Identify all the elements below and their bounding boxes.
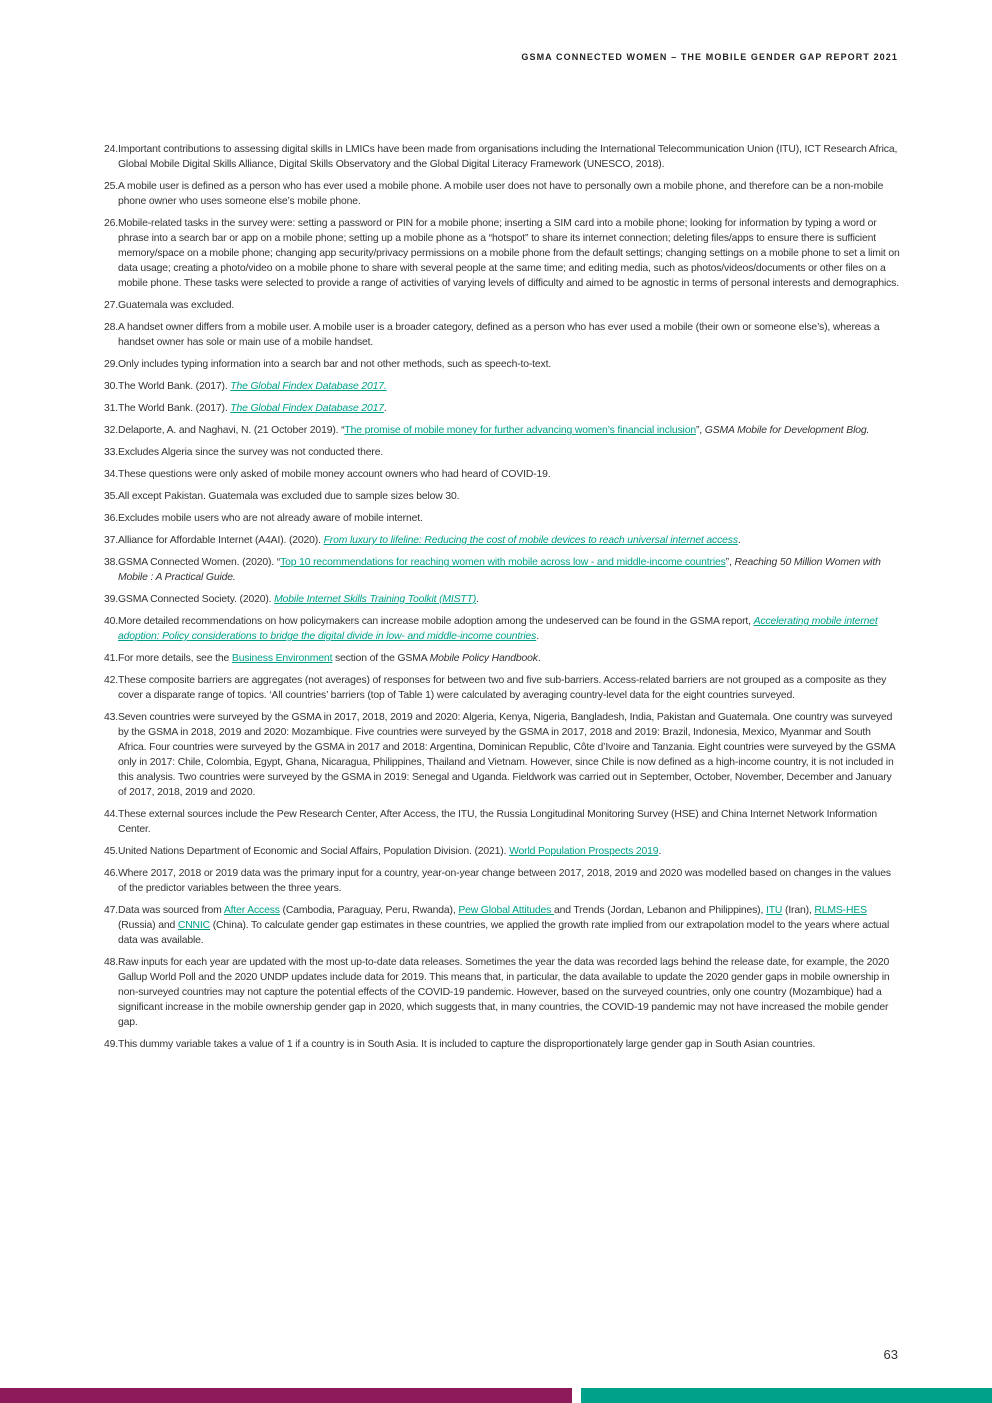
endnote-text: [118, 844, 900, 859]
endnote-number: 39.: [104, 594, 118, 605]
endnote: [90, 423, 900, 438]
endnote-text: [118, 467, 900, 482]
text-segment: This dummy variable takes a value of 1 if a country is in South Asia. It is included to capture the disproportionately large gender gap in South Asian countries.: [118, 1039, 816, 1050]
endnote-number: 45.: [104, 846, 118, 857]
endnote: [90, 179, 900, 209]
endnote-number: 38.: [104, 557, 118, 568]
endnote-text: [118, 592, 900, 607]
endnote-text: [118, 320, 900, 350]
text-segment: United Nations Department of Economic and Social Affairs, Population Division. (2021).: [118, 846, 510, 857]
reference-link[interactable]: The promise of mobile money for further advancing women’s financial inclusion: [344, 425, 696, 436]
text-segment: Only includes typing information into a search bar and not other methods, such as speech-to-text.: [118, 359, 552, 370]
reference-link[interactable]: World Population Prospects 2019: [509, 846, 659, 857]
endnote-text: [118, 710, 900, 800]
text-segment: section of the GSMA: [332, 653, 430, 664]
endnote: [90, 807, 900, 837]
text-segment: Excludes Algeria since the survey was not conducted there.: [118, 447, 384, 458]
reference-link[interactable]: Accelerating mobile internet adoption: Policy considerations to bridge the digital divide in low- and middle-income countries: [118, 616, 878, 642]
endnote: [90, 489, 900, 504]
text-segment: A mobile user is defined as a person who has ever used a mobile phone. A mobile user does not have to personally own a mobile phone, and therefore can be a non-mobile phone owner who uses someone else’s mobile phone.: [118, 181, 884, 207]
endnote: [90, 467, 900, 482]
reference-link[interactable]: Pew Global Attitudes: [458, 905, 554, 916]
footer-bar-teal: [581, 1388, 992, 1403]
endnote: [90, 614, 900, 644]
endnote-text: [118, 379, 900, 394]
text-segment: .: [537, 653, 541, 664]
reference-link[interactable]: CNNIC: [177, 920, 210, 931]
endnote: [90, 651, 900, 666]
endnote-number: 28.: [104, 322, 118, 333]
text-segment: .: [476, 594, 479, 605]
endnote: [90, 673, 900, 703]
endnote-number: 48.: [104, 957, 118, 968]
endnote-text: [118, 401, 900, 416]
endnote-text: [118, 298, 900, 313]
endnotes-list: [90, 142, 900, 1059]
text-segment: More detailed recommendations on how policymakers can increase mobile adoption among the undeserved can be found in the GSMA report,: [118, 616, 754, 627]
endnote-text: [118, 423, 900, 438]
endnote-text: [118, 511, 900, 526]
text-segment: Mobile-related tasks in the survey were: setting a password or PIN for a mobile phone; inserting a SIM card into a mobile phone; looking for information by typing a word or phrase into a search bar or app on a mobile phone; setting up a mobile phone as a “hotspot” to share its internet connection; deleting files/apps to ensure there is sufficient memory/space on a mobile phone; changing app security/privacy permissions on a mobile phone from the default settings; changing settings on a mobile phone to set a limit on data usage; creating a photo/video on a mobile phone to share with several people at the same time; and editing media, such as photos/videos/documents or other files on a mobile phone. These tasks were selected to provide a range of activities of varying levels of difficulty and aimed to be agnostic in terms of personal interests and demographics.: [118, 218, 900, 289]
reference-link[interactable]: ITU: [765, 905, 783, 916]
text-segment: (Iran),: [782, 905, 815, 916]
endnote-text: [118, 216, 900, 291]
reference-link[interactable]: From luxury to lifeline: Reducing the cost of mobile devices to reach universal internet access: [323, 535, 738, 546]
endnote-text: [118, 673, 900, 703]
endnote: [90, 1037, 900, 1052]
text-segment: A handset owner differs from a mobile user. A mobile user is a broader category, defined as a person who has ever used a mobile (their own or someone else’s), whereas a handset owner has sole or main use of a mobile handset.: [118, 322, 880, 348]
reference-link[interactable]: Mobile Internet Skills Training Toolkit (MISTT): [274, 594, 477, 605]
text-segment: Data was sourced from: [118, 905, 224, 916]
endnote: [90, 445, 900, 460]
text-segment: Guatemala was excluded.: [118, 300, 235, 311]
page-number: 63: [883, 1347, 898, 1362]
reference-link[interactable]: RLMS-HES: [814, 905, 867, 916]
endnote: [90, 533, 900, 548]
text-segment: ”,: [725, 557, 735, 568]
endnote-number: 47.: [104, 905, 118, 916]
running-header: GSMA CONNECTED WOMEN – THE MOBILE GENDER GAP REPORT 2021: [521, 52, 898, 62]
endnote-number: 40.: [104, 616, 118, 627]
endnote-text: [118, 903, 900, 948]
endnote-number: 27.: [104, 300, 118, 311]
reference-link[interactable]: After Access: [223, 905, 280, 916]
endnote-number: 42.: [104, 675, 118, 686]
endnote: [90, 216, 900, 291]
text-segment: Where 2017, 2018 or 2019 data was the primary input for a country, year-on-year change between 2017, 2018, 2019 and 2020 was modelled based on changes in the values of the predictor variables between the three years.: [118, 868, 891, 894]
endnote: [90, 379, 900, 394]
endnote: [90, 844, 900, 859]
italic-title: Mobile Policy Handbook: [429, 653, 538, 664]
endnote-number: 37.: [104, 535, 118, 546]
text-segment: .: [536, 631, 539, 642]
endnote-number: 29.: [104, 359, 118, 370]
text-segment: These external sources include the Pew Research Center, After Access, the ITU, the Russia Longitudinal Monitoring Survey (HSE) and China Internet Network Information Center.: [118, 809, 877, 835]
endnote: [90, 401, 900, 416]
text-segment: For more details, see the: [118, 653, 232, 664]
endnote-number: 25.: [104, 181, 118, 192]
text-segment: Seven countries were surveyed by the GSMA in 2017, 2018, 2019 and 2020: Algeria, Kenya, Nigeria, Bangladesh, India, Pakistan and Guatemala. One country was surveyed by the GSMA in 2018, 2019 and 2020: Mozambique. Five countries were surveyed by the GSMA in 2017, 2018 and 2019: Brazil, Indonesia, Mexico, Myanmar and South Africa. Four countries were surveyed by the GSMA in 2017 and 2018: Argentina, Dominican Republic, Côte d’Ivoire and Tanzania. Eight countries were surveyed by the GSMA only in 2017: Chile, Colombia, Egypt, Ghana, Nicaragua, Philippines, Thailand and Vietnam. However, since Chile is now defined as a high-income country, it is not included in this analysis. Two countries were surveyed by the GSMA in 2019: Senegal and Uganda. Fieldwork was carried out in September, October, November, December and January of 2017, 2018, 2019 and 2020.: [118, 712, 896, 798]
endnote-text: [118, 1037, 900, 1052]
text-segment: These composite barriers are aggregates (not averages) of responses for between two and five sub-barriers. Access-related barriers are not grouped as a composite as they cover a disparate range of topics. ‘All countries’ barriers (top of Table 1) were calculated by averaging country-level data for the eight countries surveyed.: [118, 675, 887, 701]
reference-link[interactable]: The Global Findex Database 2017.: [230, 381, 387, 392]
endnote: [90, 298, 900, 313]
endnote-text: [118, 489, 900, 504]
endnote: [90, 866, 900, 896]
text-segment: (Cambodia, Paraguay, Peru, Rwanda),: [279, 905, 459, 916]
endnote-text: [118, 357, 900, 372]
reference-link[interactable]: Business Environment: [231, 653, 333, 664]
text-segment: Important contributions to assessing digital skills in LMICs have been made from organisations including the International Telecommunication Union (ITU), ICT Research Africa, Global Mobile Digital Skills Alliance, Digital Skills Observatory and the Global Digital Literacy Framework (UNESCO, 2018).: [118, 144, 898, 170]
endnote-number: 34.: [104, 469, 118, 480]
endnote: [90, 511, 900, 526]
endnote: [90, 142, 900, 172]
endnote-number: 35.: [104, 491, 118, 502]
endnote-number: 43.: [104, 712, 118, 723]
endnote-number: 32.: [104, 425, 118, 436]
endnote-number: 31.: [104, 403, 118, 414]
endnote-number: 26.: [104, 218, 118, 229]
reference-link[interactable]: The Global Findex Database 2017: [230, 403, 384, 414]
text-segment: (Russia) and: [118, 920, 178, 931]
text-segment: and Trends (Jordan, Lebanon and Philippines),: [553, 905, 766, 916]
reference-link[interactable]: Top 10 recommendations for reaching women with mobile across low - and middle-income countries: [280, 557, 726, 568]
endnote-text: [118, 807, 900, 837]
text-segment: (China). To calculate gender gap estimates in these countries, we applied the growth rate implied from our extrapolation model to the years where actual data was available.: [118, 920, 890, 946]
text-segment: Delaporte, A. and Naghavi, N. (21 October 2019). “: [118, 425, 345, 436]
text-segment: ”,: [695, 425, 705, 436]
text-segment: The World Bank. (2017).: [118, 381, 231, 392]
endnote-text: [118, 866, 900, 896]
text-segment: .: [658, 846, 662, 857]
text-segment: Raw inputs for each year are updated with the most up-to-date data releases. Sometimes the year the data was recorded lags behind the release date, for example, the 2020 Gallup World Poll and the 2020 UNDP updates include data for 2019. This means that, in particular, the data available to update the 2020 gender gaps in mobile ownership in non-surveyed countries may not capture the potential effects of the COVID-19 pandemic. However, based on the surveyed countries, only one country (Mozambique) had a significant increase in the mobile ownership gender gap in 2020, which suggests that, in many countries, the COVID-19 pandemic may not have increased the mobile gender gap.: [118, 957, 890, 1028]
endnote: [90, 710, 900, 800]
text-segment: All except Pakistan. Guatemala was excluded due to sample sizes below 30.: [118, 491, 460, 502]
text-segment: .: [383, 403, 387, 414]
endnote-number: 24.: [104, 144, 118, 155]
footer-bar-magenta: [0, 1388, 572, 1403]
endnote: [90, 955, 900, 1030]
endnote-number: 46.: [104, 868, 118, 879]
endnote: [90, 555, 900, 585]
endnote-text: [118, 651, 900, 666]
text-segment: Excludes mobile users who are not already aware of mobile internet.: [118, 513, 423, 524]
text-segment: Alliance for Affordable Internet (A4AI). (2020).: [118, 535, 324, 546]
text-segment: The World Bank. (2017).: [118, 403, 231, 414]
endnote: [90, 357, 900, 372]
endnote-number: 41.: [104, 653, 118, 664]
endnote-number: 30.: [104, 381, 118, 392]
endnote-text: [118, 142, 900, 172]
text-segment: These questions were only asked of mobile money account owners who had heard of COVID-19.: [118, 469, 551, 480]
endnote-text: [118, 555, 900, 585]
text-segment: GSMA Connected Women. (2020). “: [118, 557, 281, 568]
text-segment: .: [737, 535, 741, 546]
endnote-text: [118, 179, 900, 209]
endnote-number: 36.: [104, 513, 118, 524]
endnote-number: 33.: [104, 447, 118, 458]
endnote-text: [118, 955, 900, 1030]
endnote-text: [118, 614, 900, 644]
endnote-number: 44.: [104, 809, 118, 820]
endnote-number: 49.: [104, 1039, 118, 1050]
endnote-text: [118, 533, 900, 548]
endnote: [90, 592, 900, 607]
text-segment: GSMA Connected Society. (2020).: [118, 594, 275, 605]
italic-title: GSMA Mobile for Development Blog.: [704, 425, 870, 436]
endnote: [90, 320, 900, 350]
italic-title: Reaching 50 Million Women with Mobile : A Practical Guide.: [118, 557, 881, 583]
endnote-text: [118, 445, 900, 460]
endnote: [90, 903, 900, 948]
